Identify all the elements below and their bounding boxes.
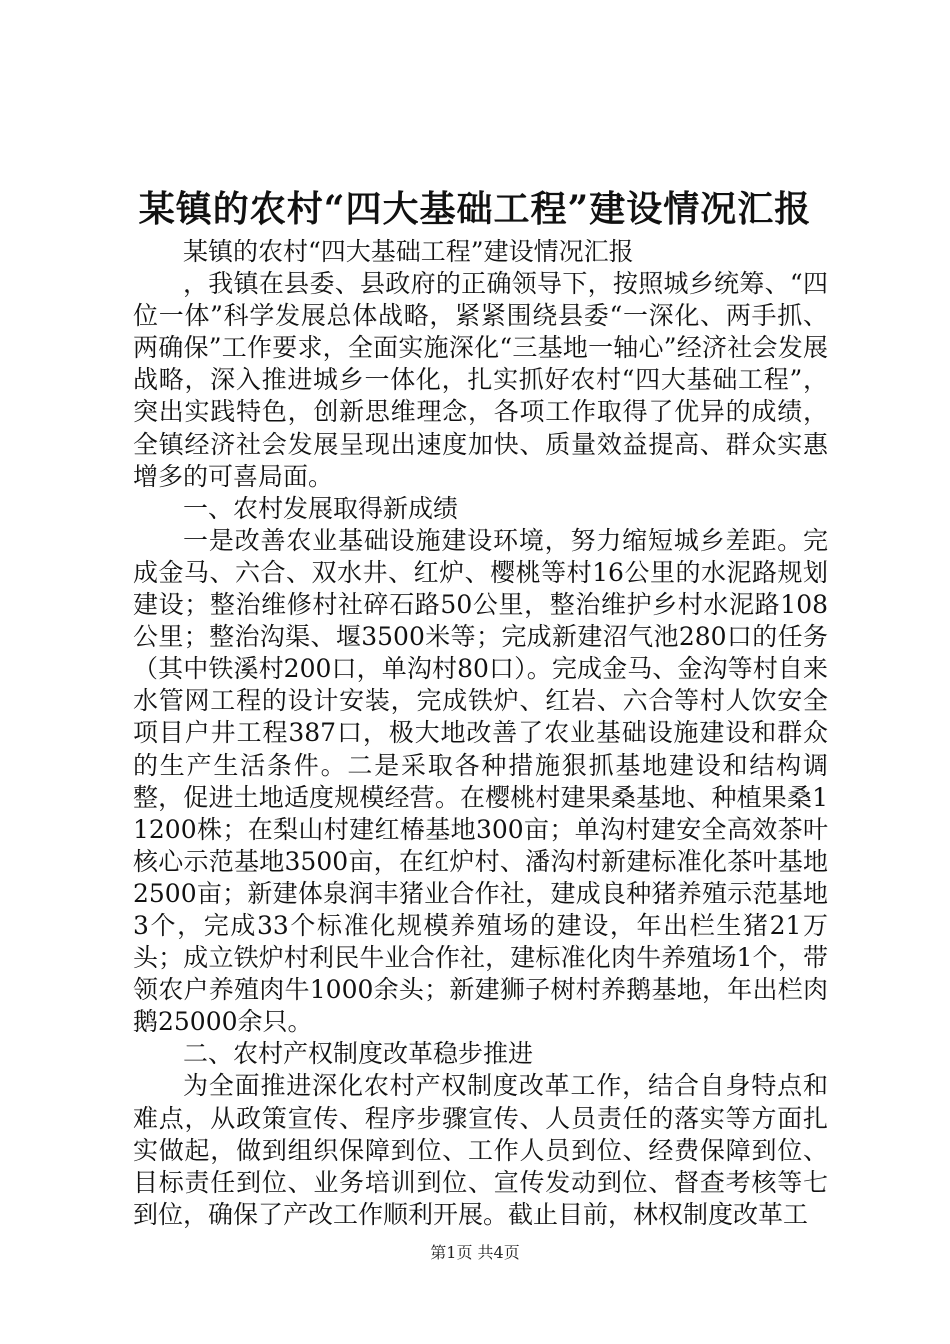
document-body (133, 236, 828, 1231)
paragraph-subtitle: 某镇的农村“四大基础工程”建设情况汇报 (183, 237, 634, 266)
paragraph-section-2: 为全面推进深化农村产权制度改革工作，结合自身特点和难点，从政策宣传、程序步骤宣传、人员责任的落实等方面扎实做起，做到组织保障到位、工作人员到位、经费保障到位、目标责任到位、业务培训到位、宣传发动到位、督查考核等七到位，确保了产改工作顺利开展。截止目前，林权制度改革工 (133, 1071, 828, 1229)
paragraph-section-1: 一是改善农业基础设施建设环境，努力缩短城乡差距。完成金马、六合、双水井、红炉、樱桃等村16公里的水泥路规划建设；整治维修村社碎石路50公里，整治维护乡村水泥路108公里；整治沟渠、堰3500米等；完成新建沼气池280口的任务（其中铁溪村200口，单沟村80口）。完成金马、金沟等村自来水管网工程的设计安装，完成铁炉、红岩、六合等村人饮安全项目户井工程387口，极大地改善了农业基础设施建设和群众的生产生活条件。二是采取各种措施狠抓基地建设和结构调整，促进土地适度规模经营。在樱桃村建果桑基地、种植果桑11200株；在梨山村建红椿基地300亩；单沟村建安全高效茶叶核心示范基地3500亩，在红炉村、潘沟村新建标准化茶叶基地2500亩；新建体泉润丰猪业合作社，建成良种猪养殖示范基地3个，完成33个标准化规模养殖场的建设，年出栏生猪21万头；成立铁炉村利民牛业合作社，建标准化肉牛养殖场1个，带领农户养殖肉牛1000余头；新建狮子树村养鹅基地，年出栏肉鹅25000余只。 (133, 525, 828, 1037)
paragraph-intro: ，我镇在县委、县政府的正确领导下，按照城乡统筹、“四位一体”科学发展总体战略，紧紧围绕县委“一深化、两手抓、两确保”工作要求，全面实施深化“三基地一轴心”经济社会发展战略，深入推进城乡一体化，扎实抓好农村“四大基础工程”，突出实践特色，创新思维理念，各项工作取得了优异的成绩，全镇经济社会发展呈现出速度加快、质量效益提高、群众实惠增多的可喜局面。 (133, 269, 828, 491)
document-title: 某镇的农村“四大基础工程”建设情况汇报 (138, 188, 812, 230)
page-footer: 第1页 共4页 (430, 1243, 520, 1262)
section-heading-2: 二、农村产权制度改革稳步推进 (183, 1039, 534, 1069)
section-heading-1: 一、农村发展取得新成绩 (183, 493, 459, 523)
